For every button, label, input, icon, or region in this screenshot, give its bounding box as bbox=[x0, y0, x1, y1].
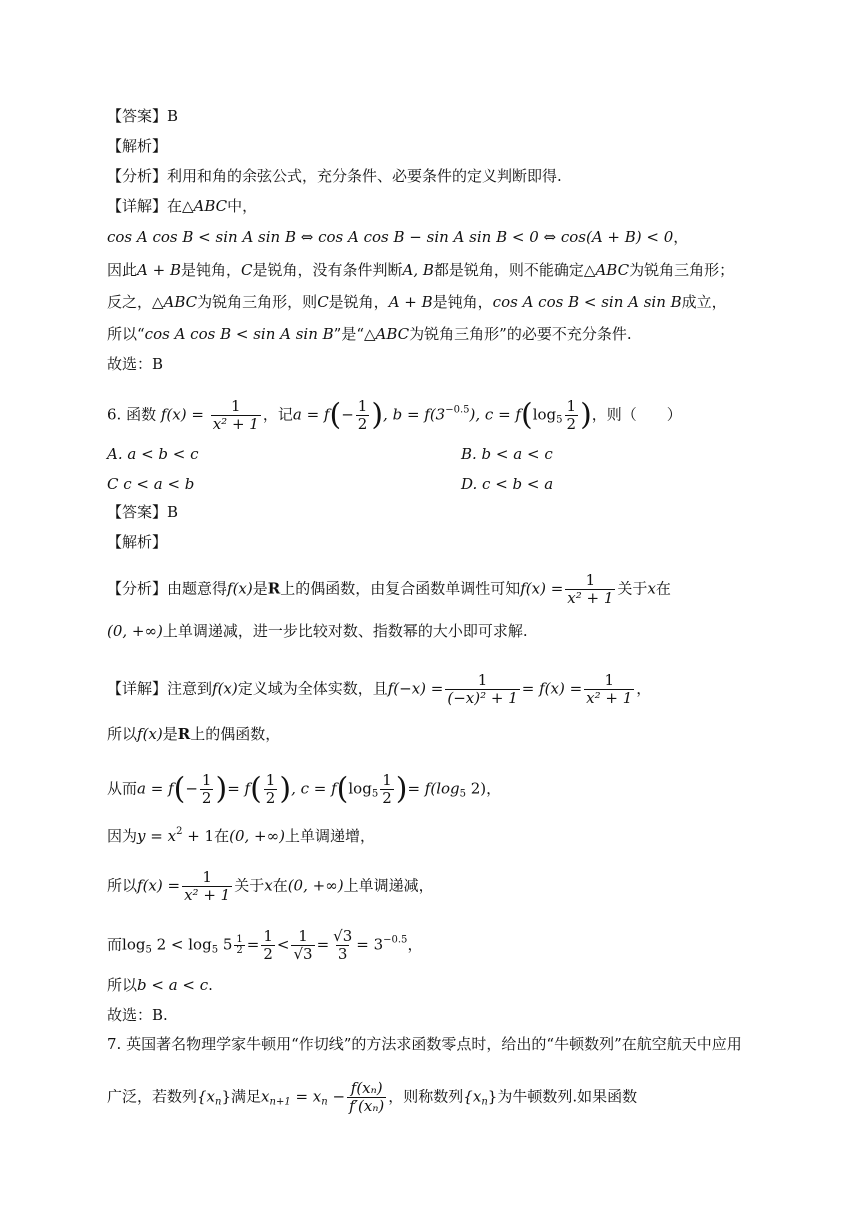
text: 6. 函数 bbox=[107, 405, 157, 424]
numerator: 1 bbox=[382, 771, 392, 789]
detail-line-1 bbox=[107, 196, 257, 216]
text: 【详解】在 bbox=[107, 197, 183, 215]
numerator: f(xₙ) bbox=[350, 1079, 383, 1097]
text: 反之， bbox=[107, 293, 153, 311]
text: 为锐角三角形； bbox=[629, 261, 735, 279]
text: 为锐角三角形，则 bbox=[197, 293, 318, 311]
math: (0, +∞) bbox=[229, 827, 285, 845]
text: 因此 bbox=[107, 261, 138, 279]
text: 中， bbox=[227, 197, 258, 215]
question-6 bbox=[107, 398, 682, 433]
math: , c = f bbox=[291, 779, 337, 798]
math: cos A cos B < sin A sin B ⇔ cos A cos B − sin A sin B < 0 ⇔ cos(A + B) < 0 bbox=[107, 228, 674, 246]
math: A, B bbox=[402, 261, 434, 279]
math: + 1 bbox=[182, 827, 215, 845]
text: 是锐角，没有条件判断 bbox=[252, 261, 403, 279]
math: 2 < log bbox=[151, 935, 212, 954]
math: = bbox=[246, 935, 260, 954]
text: 是钝角， bbox=[180, 261, 241, 279]
fraction bbox=[211, 398, 261, 433]
text: 上的偶函数，由复合函数单调性可知 bbox=[280, 579, 521, 598]
numerator: 1 bbox=[357, 397, 368, 415]
text: 在 bbox=[214, 827, 230, 845]
fraction bbox=[200, 772, 214, 807]
text: ，记 bbox=[262, 405, 293, 424]
math: < bbox=[276, 935, 290, 954]
math: − bbox=[327, 1087, 346, 1106]
text: 所以“ bbox=[107, 325, 145, 343]
option-d: D. c < b < a bbox=[461, 475, 554, 493]
denominator: 2 bbox=[201, 789, 212, 807]
math: △ABC bbox=[152, 293, 198, 311]
math: f(x) bbox=[212, 679, 238, 698]
math: R bbox=[267, 579, 281, 598]
text: 为锐角三角形”的必要不充分条件. bbox=[409, 325, 632, 343]
text: 为牛顿数列.如果函数 bbox=[497, 1087, 638, 1106]
fraction bbox=[356, 398, 370, 433]
math: cos A cos B < sin A sin B bbox=[144, 325, 334, 343]
math: log bbox=[348, 779, 372, 798]
paren: ) bbox=[395, 771, 408, 807]
denominator: 2 bbox=[236, 944, 243, 956]
fraction bbox=[380, 772, 394, 807]
detail-6-line-2 bbox=[107, 724, 280, 744]
exponent-fraction bbox=[234, 935, 244, 956]
text: 关于 bbox=[617, 579, 648, 598]
subscript: 5 bbox=[371, 788, 379, 800]
denominator: x² + 1 bbox=[212, 415, 259, 433]
text: 上单调递减， bbox=[343, 876, 434, 895]
question-7-line-1: 7. 英国著名物理学家牛顿用“作切线”的方法求函数零点时，给出的“牛顿数列”在航空航天中应用 bbox=[107, 1035, 742, 1053]
denominator: f′(xₙ) bbox=[349, 1097, 385, 1115]
detail-6-line-7 bbox=[107, 975, 213, 995]
denominator: x² + 1 bbox=[567, 589, 614, 607]
text: 是 bbox=[162, 725, 178, 743]
math: R bbox=[177, 725, 191, 743]
denominator: √3 bbox=[293, 945, 313, 963]
paren: ( bbox=[520, 397, 533, 433]
fraction bbox=[182, 869, 232, 904]
math: b < a < c bbox=[137, 976, 209, 994]
answer-label: 【答案】B bbox=[107, 107, 179, 125]
text: ， bbox=[486, 779, 502, 798]
text: 上单调递增， bbox=[284, 827, 375, 845]
math: a = f bbox=[292, 405, 330, 424]
math: {x bbox=[463, 1087, 482, 1106]
numerator: 1 bbox=[604, 671, 614, 689]
text: . bbox=[208, 976, 213, 994]
choice-line-6: 故选：B. bbox=[107, 1006, 168, 1024]
text: 所以 bbox=[107, 876, 138, 895]
text: 是钝角， bbox=[432, 293, 493, 311]
math: f(x) bbox=[227, 579, 253, 598]
subscript: n bbox=[321, 1096, 328, 1108]
fraction bbox=[565, 572, 615, 607]
denominator: 2 bbox=[357, 415, 368, 433]
fraction bbox=[445, 672, 519, 707]
denominator: x² + 1 bbox=[184, 886, 231, 904]
math: log bbox=[532, 405, 557, 424]
detail-6-line-3 bbox=[107, 772, 501, 807]
math: (0, +∞) bbox=[287, 876, 344, 895]
math: ), c = f bbox=[469, 405, 521, 424]
numerator: 1 bbox=[202, 868, 212, 886]
fraction bbox=[291, 928, 314, 963]
text: 上单调递减，进一步比较对数、指数幂的大小即可求解. bbox=[162, 622, 528, 640]
text: 关于 bbox=[234, 876, 265, 895]
detail-line-3 bbox=[107, 260, 734, 280]
math: A + B bbox=[388, 293, 433, 311]
text: 上的偶函数， bbox=[190, 725, 281, 743]
subscript: n+1 bbox=[269, 1096, 291, 1108]
question-7-line-2 bbox=[107, 1080, 637, 1115]
numerator: 1 bbox=[236, 933, 243, 945]
denominator: 3 bbox=[337, 945, 348, 963]
text: 满足 bbox=[231, 1087, 262, 1106]
paren: ) bbox=[279, 771, 292, 807]
paren: ) bbox=[215, 771, 228, 807]
analysis-label-6: 【解析】 bbox=[107, 533, 168, 551]
math: − bbox=[341, 405, 354, 424]
fraction bbox=[331, 928, 354, 963]
math: y = x bbox=[137, 827, 177, 845]
math: = bbox=[316, 935, 330, 954]
text: ， bbox=[673, 228, 689, 246]
math: △ABC bbox=[182, 197, 228, 215]
math: } bbox=[487, 1087, 498, 1106]
text: 广泛，若数列 bbox=[107, 1087, 198, 1106]
detail-line-5 bbox=[107, 324, 632, 344]
exponent: −0.5 bbox=[445, 404, 470, 416]
text: 在 bbox=[272, 876, 288, 895]
choice-line: 故选：B bbox=[107, 355, 164, 373]
detail-6-line-6 bbox=[107, 928, 422, 963]
fraction bbox=[261, 928, 275, 963]
fraction bbox=[565, 398, 579, 433]
subscript: 5 bbox=[211, 944, 219, 956]
numerator: 1 bbox=[231, 397, 241, 415]
math: △ABC bbox=[583, 261, 630, 279]
detail-6-line-4 bbox=[107, 822, 375, 846]
detail-6-line-1 bbox=[107, 672, 651, 707]
detail-6-line-5 bbox=[107, 869, 434, 904]
text: 成立， bbox=[681, 293, 727, 311]
text: 而 bbox=[107, 935, 123, 954]
math: (0, +∞) bbox=[107, 622, 163, 640]
math: {x bbox=[197, 1087, 216, 1106]
numerator: 1 bbox=[265, 771, 276, 789]
text: ， bbox=[636, 679, 652, 698]
option-c: C c < a < b bbox=[107, 475, 195, 493]
math: cos A cos B < sin A sin B bbox=[492, 293, 682, 311]
option-a: A. a < b < c bbox=[107, 445, 199, 463]
math: } bbox=[221, 1087, 232, 1106]
detail-line-2 bbox=[107, 227, 688, 247]
math: f(x) bbox=[137, 725, 163, 743]
subscript: n bbox=[481, 1096, 488, 1108]
paren: ( bbox=[173, 771, 186, 807]
text: 是锐角， bbox=[328, 293, 389, 311]
subscript: 5 bbox=[556, 414, 563, 426]
numerator: 1 bbox=[585, 571, 596, 589]
text: 在 bbox=[655, 579, 671, 598]
math: C bbox=[241, 261, 253, 279]
numerator: 1 bbox=[263, 927, 273, 945]
analysis-text: 【分析】利用和角的余弦公式，充分条件、必要条件的定义判断即得. bbox=[107, 167, 562, 185]
denominator: x² + 1 bbox=[586, 689, 633, 707]
text: ， bbox=[407, 935, 423, 954]
option-b: B. b < a < c bbox=[461, 445, 553, 463]
analysis-6-line-1 bbox=[107, 572, 671, 607]
detail-line-4 bbox=[107, 292, 727, 312]
text: 【分析】由题意得 bbox=[107, 579, 228, 598]
subscript: 5 bbox=[459, 788, 466, 800]
math: 5 bbox=[218, 935, 233, 954]
paren: ) bbox=[371, 397, 384, 433]
denominator: 2 bbox=[265, 789, 276, 807]
math: log bbox=[122, 935, 146, 954]
paren: ( bbox=[336, 771, 349, 807]
numerator: 1 bbox=[298, 927, 308, 945]
denominator: 2 bbox=[566, 415, 577, 433]
denominator: 2 bbox=[263, 945, 273, 963]
math: − bbox=[185, 779, 198, 798]
math: a = f bbox=[137, 779, 174, 798]
math: , b = f(3 bbox=[383, 405, 446, 424]
text: ，则（ ） bbox=[591, 405, 682, 424]
text: 都是锐角，则不能确定 bbox=[433, 261, 584, 279]
math: f(−x) = bbox=[387, 679, 444, 698]
math: x bbox=[647, 579, 656, 598]
math: = 3 bbox=[356, 935, 384, 954]
math: f(x) = bbox=[160, 405, 204, 424]
text: ”是“ bbox=[333, 325, 365, 343]
math: = f(log bbox=[407, 779, 460, 798]
text: 【详解】注意到 bbox=[107, 679, 213, 698]
numerator: 1 bbox=[201, 771, 212, 789]
answer-label-6: 【答案】B bbox=[107, 503, 179, 521]
exponent: −0.5 bbox=[383, 934, 408, 946]
numerator: 1 bbox=[566, 397, 577, 415]
math: A + B bbox=[137, 261, 181, 279]
text: 定义域为全体实数，且 bbox=[237, 679, 388, 698]
math: = f bbox=[227, 779, 251, 798]
text: ，则称数列 bbox=[388, 1087, 464, 1106]
fraction bbox=[347, 1080, 386, 1115]
subscript: 5 bbox=[145, 944, 152, 956]
text: 所以 bbox=[107, 976, 138, 994]
subscript: n bbox=[215, 1096, 222, 1108]
math: x bbox=[264, 876, 273, 895]
math: x bbox=[261, 1087, 270, 1106]
fraction bbox=[264, 772, 278, 807]
math: = f(x) = bbox=[521, 679, 583, 698]
paren: ) bbox=[580, 397, 592, 433]
exponent: 2 bbox=[176, 826, 183, 837]
math: C bbox=[317, 293, 329, 311]
denominator: (−x)² + 1 bbox=[447, 689, 518, 707]
math: △ABC bbox=[364, 325, 410, 343]
fraction bbox=[584, 672, 634, 707]
math: f(x) = bbox=[520, 579, 564, 598]
math: f(x) = bbox=[137, 876, 181, 895]
text: 是 bbox=[252, 579, 268, 598]
numerator: 1 bbox=[477, 671, 488, 689]
math: = x bbox=[290, 1087, 322, 1106]
paren: ( bbox=[250, 771, 262, 807]
text: 所以 bbox=[107, 725, 138, 743]
analysis-label: 【解析】 bbox=[107, 137, 168, 155]
analysis-6-line-2 bbox=[107, 621, 528, 641]
numerator: √3 bbox=[333, 927, 353, 945]
text: 从而 bbox=[107, 779, 138, 798]
text: 因为 bbox=[107, 827, 138, 845]
denominator: 2 bbox=[382, 789, 392, 807]
paren: ( bbox=[329, 397, 342, 433]
math: 2) bbox=[466, 779, 487, 798]
